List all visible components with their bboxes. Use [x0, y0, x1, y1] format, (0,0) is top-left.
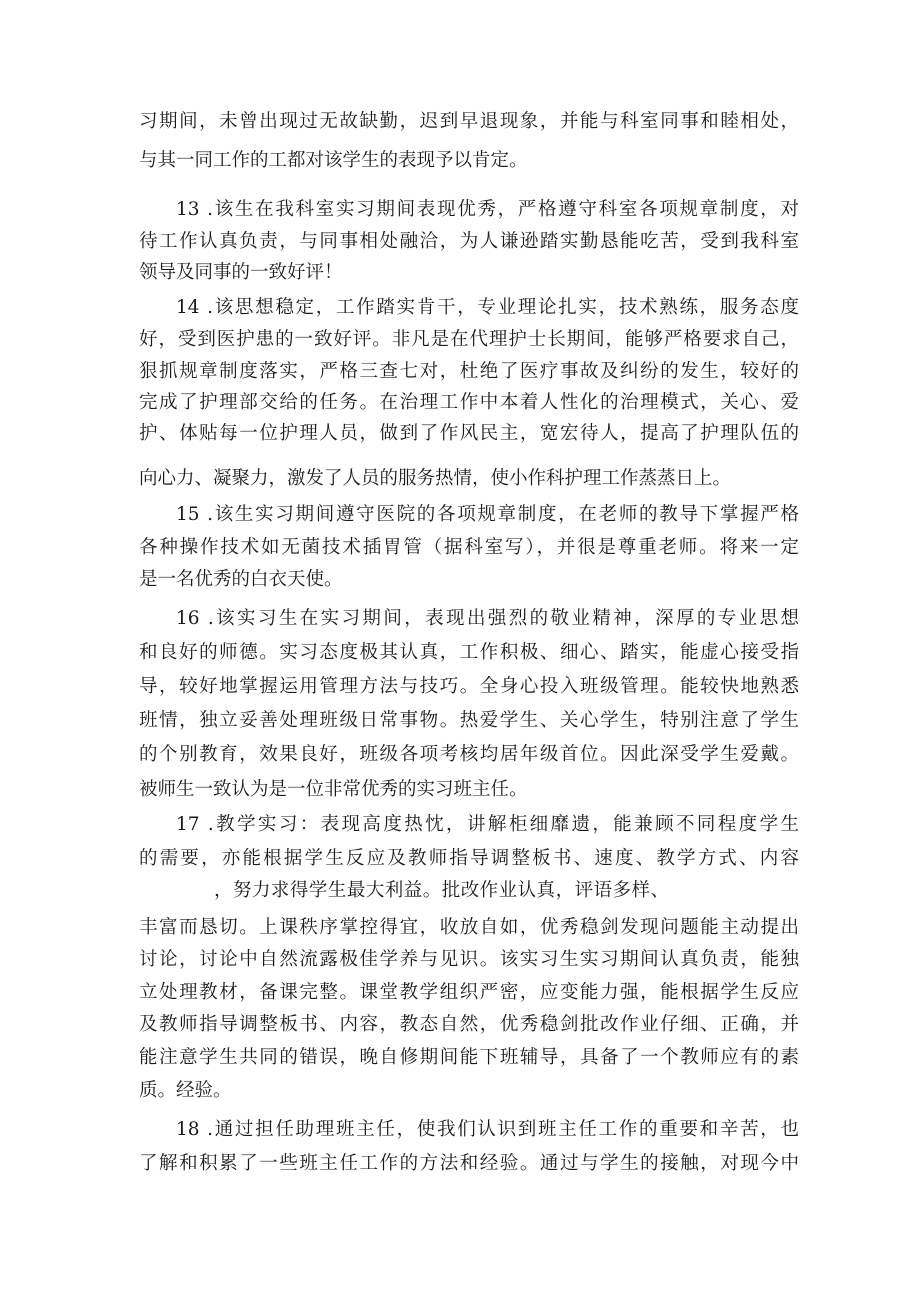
text-line: 的个别教育，效果良好，班级各项考核均居年级首位。因此深受学生爱戴。	[139, 744, 799, 765]
text-line: 及教师指导调整板书、内容，教态自然，优秀稳剑批改作业仔细、正确，并	[139, 1014, 799, 1035]
text-line: 18 .通过担任助理班主任，使我们认识到班主任工作的重要和辛苦，也	[176, 1119, 799, 1140]
text-line: 17 .教学实习：表现高度热忱，讲解柜细靡遗，能兼顾不同程度学生	[176, 814, 799, 835]
text-line: 14 .该思想稳定，工作踏实肯干，专业理论扎实，技术熟练，服务态度	[176, 297, 799, 318]
text-line: 习期间，未曾出现过无故缺勤，迟到早退现象，并能与科室同事和睦相处，	[139, 111, 799, 132]
text-line: 立处理教材，备课完整。课堂教学组织严密，应变能力强，能根据学生反应	[139, 982, 799, 1003]
text-line: 和良好的师德。实习态度极其认真，工作积极、细心、踏实，能虚心接受指	[139, 642, 799, 663]
text-line: 狠抓规章制度落实，严格三查七对，杜绝了医疗事故及纠纷的发生，较好的	[139, 361, 799, 382]
text-line: 与其一同工作的工都对该学生的表现予以肯定。	[139, 150, 528, 171]
text-line: 完成了护理部交给的任务。在治理工作中本着人性化的治理模式，关心、爱	[139, 392, 799, 413]
text-line: 15 .该生实习期间遵守医院的各项规章制度，在老师的教导下掌握严格	[176, 504, 799, 525]
text-line: 能注意学生共同的错误，晚自修期间能下班辅导，具备了一个教师应有的素	[139, 1047, 799, 1068]
text-line: 13 .该生在我科室实习期间表现优秀，严格遵守科室各项规章制度，对	[176, 199, 799, 220]
text-line: 丰富而恳切。上课秩序掌控得宜，收放自如，优秀稳剑发现问题能主动提出	[139, 917, 799, 938]
text-line: 领导及同事的一致好评！	[139, 262, 343, 283]
text-line: 的需要，亦能根据学生反应及教师指导调整板书、速度、教学方式、内容	[139, 848, 799, 869]
text-line: 各种操作技术如无菌技术插胃管（据科室写），并很是尊重老师。将来一定	[139, 537, 799, 558]
text-line: 待工作认真负责，与同事相处融洽，为人谦逊踏实勤恳能吃苦，受到我科室	[139, 231, 799, 252]
text-line: 护、体贴每一位护理人员，做到了作风民主，宽宏待人，提高了护理队伍的	[139, 423, 799, 444]
text-line: 班情，独立妥善处理班级日常事物。热爱学生、关心学生，特别注意了学生	[139, 710, 799, 731]
text-line: 向心力、凝聚力，激发了人员的服务热情，使小作科护理工作蒸蒸日上。	[139, 468, 732, 489]
text-line: 好，受到医护患的一致好评。非凡是在代理护士长期间，能够严格要求自己，	[139, 329, 799, 350]
text-line: ，努力求得学生最大利益。批改作业认真，评语多样、	[214, 880, 669, 901]
text-line: 质。经验。	[139, 1080, 232, 1101]
text-line: 是一名优秀的白衣天使。	[139, 569, 343, 590]
text-line: 16 .该实习生在实习期间，表现出强烈的敬业精神，深厚的专业思想	[176, 608, 799, 629]
text-line: 了解和积累了一些班主任工作的方法和经验。通过与学生的接触，对现今中	[139, 1153, 799, 1174]
text-line: 讨论，讨论中自然流露极佳学养与见识。该实习生实习期间认真负责，能独	[139, 949, 799, 970]
text-line: 被师生一致认为是一位非常优秀的实习班主任。	[139, 779, 528, 800]
text-line: 导，较好地掌握运用管理方法与技巧。全身心投入班级管理。能较快地熟悉	[139, 676, 799, 697]
